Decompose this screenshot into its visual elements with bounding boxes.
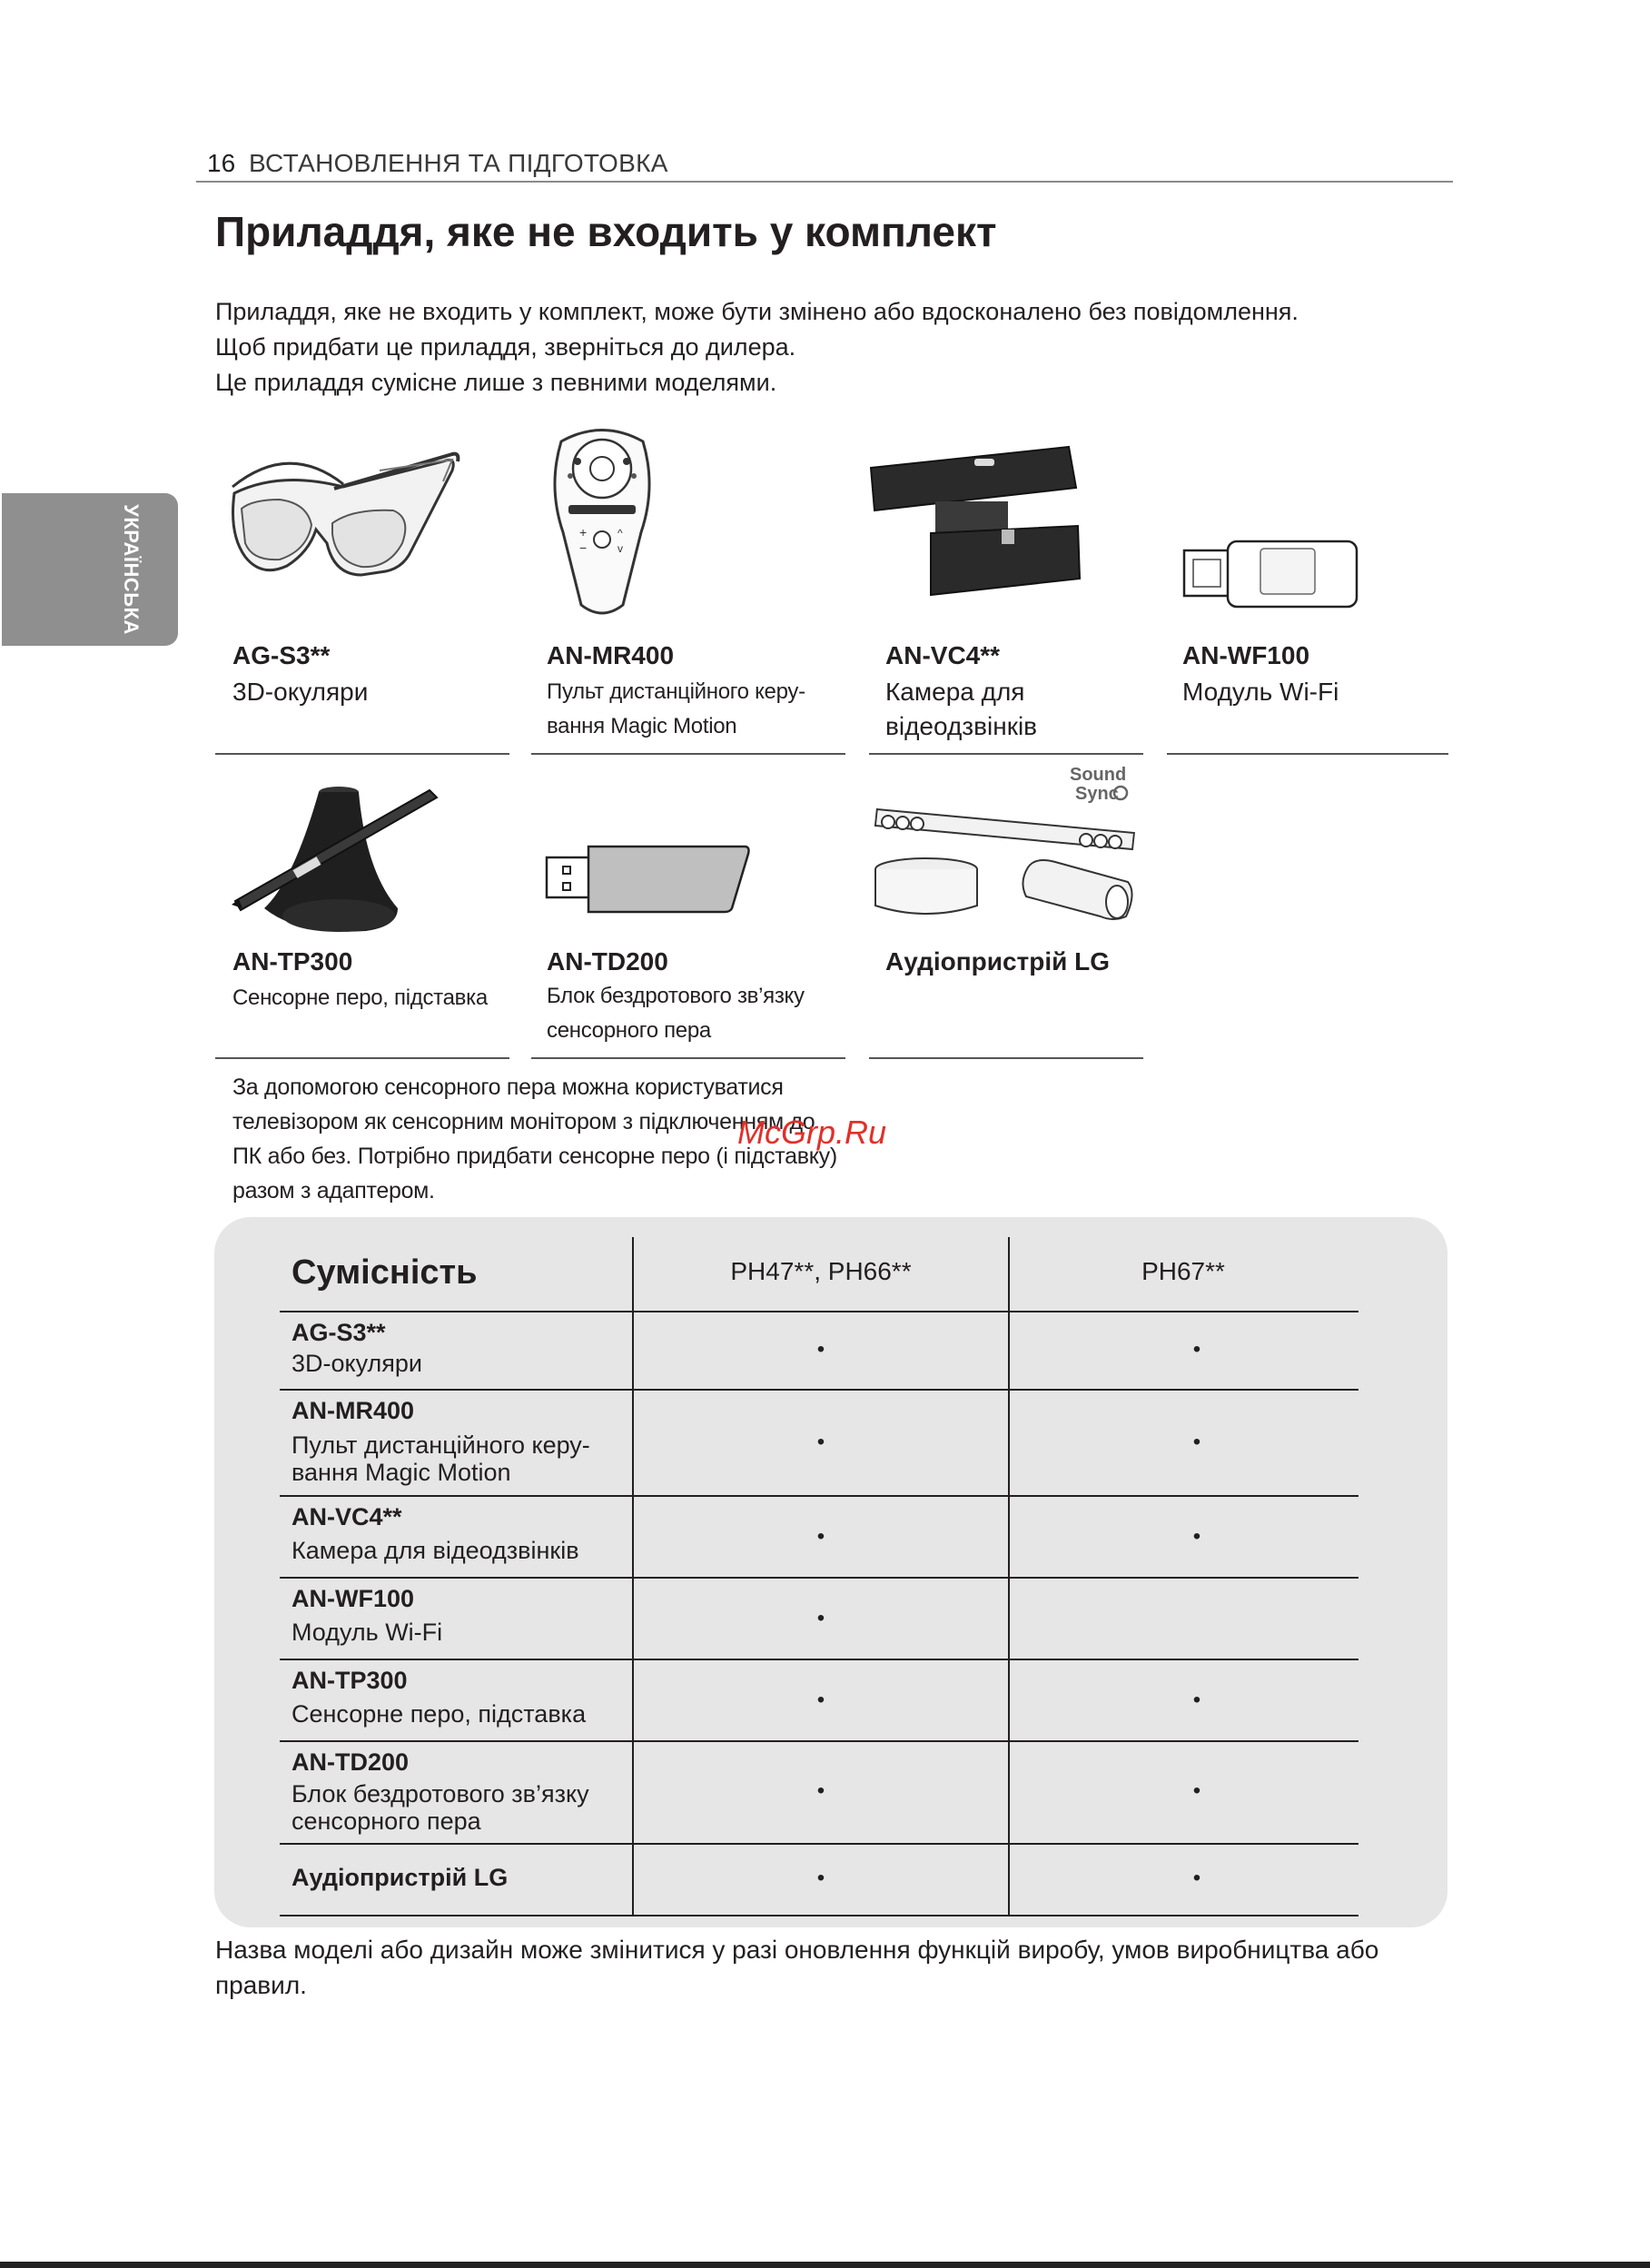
row-desc-an-vc4: Камера для відеодзвінків <box>291 1537 579 1564</box>
row-desc-an-tp300: Сенсорне перо, підставка <box>291 1700 587 1728</box>
accessory-desc-an-wf100: Модуль Wi-Fi <box>1182 678 1339 706</box>
divider <box>869 753 1143 755</box>
page-bottom-edge <box>0 2262 1650 2268</box>
row-divider <box>280 1311 1359 1312</box>
compat-dot: • <box>1192 1430 1201 1454</box>
divider <box>531 753 845 755</box>
intro-line-3: Це приладдя сумісне лише з певними моделями. <box>215 369 777 396</box>
compat-dot: • <box>816 1778 825 1803</box>
3d-glasses-icon <box>225 443 461 598</box>
intro-line-2: Щоб придбати це приладдя, зверніться до дилера. <box>215 333 796 361</box>
touch-note-line-1: За допомогою сенсорного пера можна користуватися <box>232 1075 784 1100</box>
column-header-ph47-ph66: PH47**, PH66** <box>730 1257 912 1285</box>
magic-remote-icon <box>543 423 661 619</box>
touch-pen-icon <box>230 781 439 945</box>
divider <box>869 1057 1143 1059</box>
divider <box>215 1057 509 1059</box>
row-divider <box>280 1389 1359 1391</box>
compatibility-table <box>214 1217 1447 1927</box>
accessory-desc-an-td200-1: Блок бездротового зв’язку <box>547 984 805 1008</box>
row-divider <box>280 1659 1359 1660</box>
intro-line-1: Приладдя, яке не входить у комплект, може бути змінено або вдосконалено без повідомлення. <box>215 298 1299 325</box>
language-tab <box>2 493 178 646</box>
accessory-desc-an-vc4-2: відеодзвінків <box>885 712 1038 740</box>
row-divider <box>280 1843 1359 1845</box>
touch-note-line-2: телевізором як сенсорним монітором з підключенням до <box>232 1109 815 1134</box>
accessory-desc-an-mr400-2: вання Magic Motion <box>547 714 737 738</box>
accessory-code-an-mr400: AN-MR400 <box>547 641 675 669</box>
row-divider <box>280 1495 1359 1497</box>
language-tab-label: УКРАЇНСЬКА <box>120 504 143 635</box>
compat-dot: • <box>816 1524 825 1549</box>
page-title: Приладдя, яке не входить у комплект <box>215 208 997 255</box>
svg-text:+: + <box>579 525 588 540</box>
accessory-code-an-vc4: AN-VC4** <box>885 641 1001 669</box>
touch-note-line-3: ПК або без. Потрібно придбати сенсорне перо (і підставку) <box>232 1144 837 1169</box>
row-name-lg-audio: Аудіопристрій LG <box>291 1864 509 1891</box>
accessory-code-lg-audio: Аудіопристрій LG <box>885 947 1111 976</box>
divider <box>215 753 509 755</box>
accessory-desc-an-tp300: Сенсорне перо, підставка <box>232 985 488 1010</box>
compat-dot: • <box>1192 1337 1201 1362</box>
compatibility-header: Сумісність <box>291 1253 478 1292</box>
compat-dot: • <box>816 1866 825 1890</box>
sound-bar-icon <box>874 760 1137 935</box>
row-divider <box>280 1577 1359 1579</box>
row-name-ag-s3: AG-S3** <box>291 1319 386 1346</box>
svg-text:^: ^ <box>618 527 623 540</box>
compat-dot: • <box>1192 1524 1201 1549</box>
video-camera-icon <box>867 442 1085 606</box>
watermark: McGrp.Ru <box>737 1114 887 1151</box>
footer-note <box>215 1932 1450 2003</box>
compat-dot: • <box>816 1606 825 1630</box>
row-desc-an-wf100: Модуль Wi-Fi <box>291 1619 443 1646</box>
compat-dot: • <box>1192 1778 1201 1803</box>
accessory-code-ag-s3: AG-S3** <box>232 641 331 669</box>
svg-text:v: v <box>618 542 623 555</box>
accessory-code-an-wf100: AN-WF100 <box>1182 641 1310 669</box>
sound-sync-logo: Sound <box>1070 765 1127 785</box>
divider <box>1167 753 1448 755</box>
touch-note-line-4: разом з адаптером. <box>232 1178 435 1203</box>
footer-line-2: правил. <box>215 1971 307 1999</box>
row-name-an-wf100: AN-WF100 <box>291 1585 415 1612</box>
header-divider <box>196 181 1453 183</box>
footer-line-1: Назва моделі або дизайн може змінитися у разі оновлення функцій виробу, умов виробництва або <box>215 1936 1379 1964</box>
page-number: 16 <box>207 149 236 177</box>
usb-dongle-icon <box>543 841 752 916</box>
row-divider <box>280 1915 1359 1916</box>
compat-dot: • <box>1192 1688 1201 1712</box>
row-divider <box>280 1740 1359 1742</box>
compat-dot: • <box>1192 1866 1201 1890</box>
accessory-code-an-td200: AN-TD200 <box>547 947 668 976</box>
accessory-desc-an-vc4-1: Камера для <box>885 678 1025 706</box>
compat-dot: • <box>816 1337 825 1362</box>
svg-text:−: − <box>579 540 588 555</box>
section-title: ВСТАНОВЛЕННЯ ТА ПІДГОТОВКА <box>249 149 668 177</box>
row-name-an-vc4: AN-VC4** <box>291 1503 402 1530</box>
accessory-desc-an-td200-2: сенсорного пера <box>547 1018 711 1043</box>
compat-dot: • <box>816 1430 825 1454</box>
row-desc-an-td200: Блок бездротового зв’язку сенсорного пера <box>291 1780 589 1835</box>
accessory-desc-ag-s3: 3D-окуляри <box>232 678 369 706</box>
row-desc-ag-s3: 3D-окуляри <box>291 1350 423 1377</box>
divider <box>531 1057 845 1059</box>
svg-text:Sync: Sync <box>1075 784 1119 804</box>
accessory-code-an-tp300: AN-TP300 <box>232 947 353 976</box>
row-name-an-mr400: AN-MR400 <box>291 1397 415 1424</box>
wifi-dongle-icon <box>1182 538 1359 610</box>
compat-dot: • <box>816 1688 825 1712</box>
accessory-desc-an-mr400-1: Пульт дистанційного керу- <box>547 679 805 704</box>
row-desc-an-mr400: Пульт дистанційного керу- вання Magic Motion <box>291 1431 590 1486</box>
row-name-an-tp300: AN-TP300 <box>291 1667 408 1694</box>
row-name-an-td200: AN-TD200 <box>291 1748 410 1776</box>
column-header-ph67: PH67** <box>1141 1257 1225 1285</box>
